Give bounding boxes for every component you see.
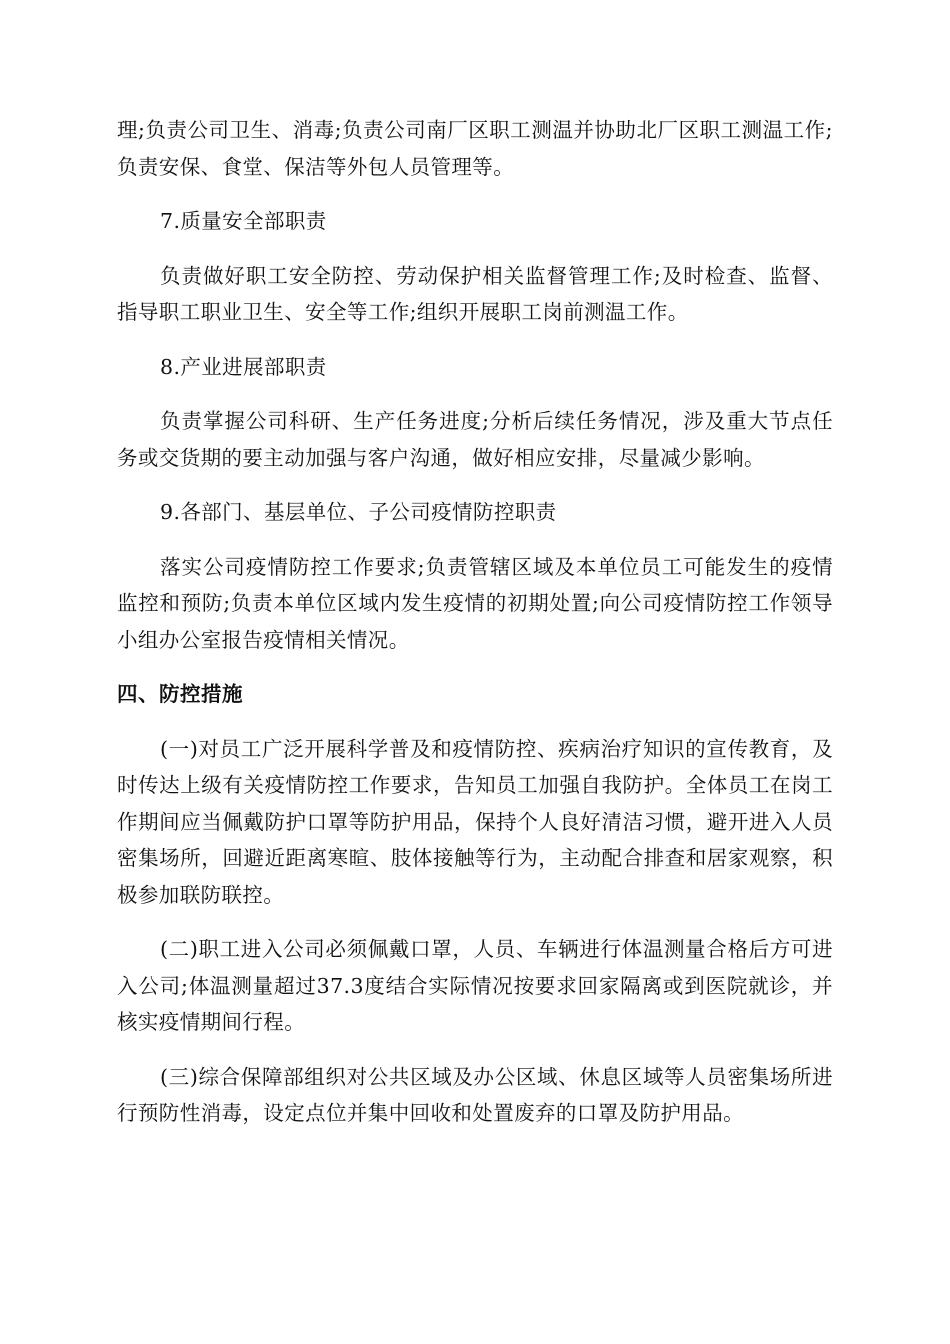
paragraph-measure-3: (三)综合保障部组织对公共区域及办公区域、休息区域等人员密集场所进行预防性消毒，设定点位并集中回收和处置废弃的口罩及防护用品。 [117,1064,833,1125]
section-heading-quality-safety: 7.质量安全部职责 [160,209,327,233]
document-body [117,112,833,1132]
section-heading-industry: 8.产业进展部职责 [160,354,327,379]
chapter-heading-measures: 四、防控措施 [117,682,243,706]
paragraph-quality-safety: 负责做好职工安全防控、劳动保护相关监督管理工作;及时检查、监督、指导职工职业卫生、安全等工作;组织开展职工岗前测温工作。 [117,263,833,324]
section-heading-departments: 9.各部门、基层单位、子公司疫情防控职责 [160,500,557,524]
paragraph-measure-2: (二)职工进入公司必须佩戴口罩，人员、车辆进行体温测量合格后方可进入公司;体温测量超过37.3度结合实际情况按要求回家隔离或到医院就诊，并核实疫情期间行程。 [117,937,833,1034]
paragraph-industry: 负责掌握公司科研、生产任务进度;分析后续任务情况，涉及重大节点任务或交货期的要主动加强与客户沟通，做好相应安排，尽量减少影响。 [117,409,833,470]
paragraph-measure-1: (一)对员工广泛开展科学普及和疫情防控、疾病治疗知识的宣传教育，及时传达上级有关疫情防控工作要求，告知员工加强自我防护。全体员工在岗工作期间应当佩戴防护口罩等防护用品，保持个人良好清洁习惯，避开进入人员密集场所，回避近距离寒暄、肢体接触等行为，主动配合排查和居家观察，积极参加联防联控。 [117,736,833,907]
continued-paragraph: 理;负责公司卫生、消毒;负责公司南厂区职工测温并协助北厂区职工测温工作;负责安保、食堂、保洁等外包人员管理等。 [117,118,833,179]
paragraph-departments: 落实公司疫情防控工作要求;负责管辖区域及本单位员工可能发生的疫情监控和预防;负责本单位区域内发生疫情的初期处置;向公司疫情防控工作领导小组办公室报告疫情相关情况。 [117,554,833,652]
